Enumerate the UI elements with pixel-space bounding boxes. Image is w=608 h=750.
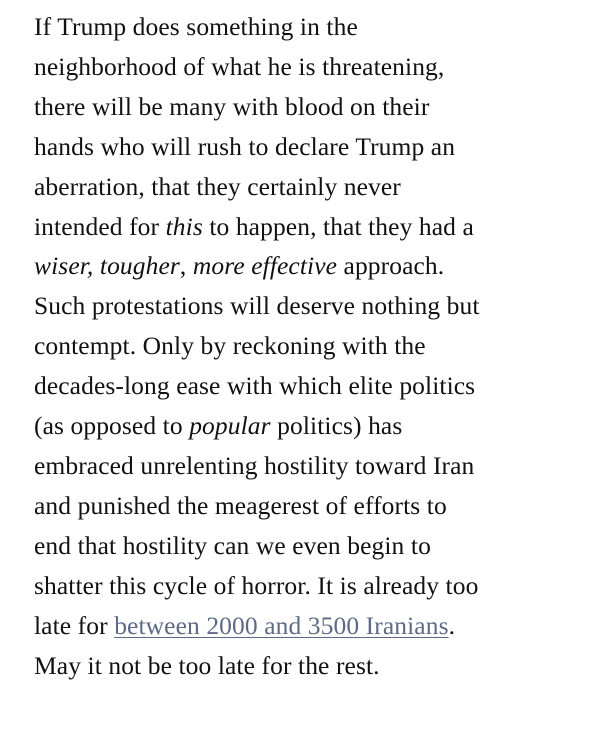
text-segment: to happen, that they had a [202,211,474,241]
emphasized-text: popular [189,411,271,441]
text-segment: late for [34,610,115,640]
text-segment: , [179,251,193,281]
text-line: contempt. Only by reckoning with the [34,331,426,361]
text-line: May it not be too late for the rest. [34,650,380,680]
text-segment: (as opposed to [34,411,190,441]
text-line: decades-long ease with which elite politics [34,371,476,401]
emphasized-text: this [165,211,203,241]
casualties-link[interactable]: between 2000 and 3500 Iranians [114,610,449,640]
text-line: end that hostility can we even begin to [34,530,431,560]
text-line: aberration, that they certainly never [34,171,401,201]
text-segment: approach. [337,251,445,281]
text-line [34,406,594,446]
text-line: and punished the meagerest of efforts to [34,490,447,520]
emphasized-text: more effective [192,251,338,281]
text-line: If Trump does something in the [34,12,358,41]
text-segment: politics) has [270,411,403,441]
text-segment: . [448,610,456,640]
text-line [34,207,594,247]
text-line: neighborhood of what he is threatening, [34,51,445,81]
text-line: there will be many with blood on their [34,91,430,121]
text-line: shatter this cycle of horror. It is already too [34,570,479,600]
text-segment: intended for [34,211,166,241]
text-line: Such protestations will deserve nothing but [34,291,480,321]
text-line [34,606,594,646]
text-line [34,246,594,286]
article-paragraph [34,7,594,685]
text-line: embraced unrelenting hostility toward Iran [34,450,475,480]
emphasized-text: wiser, tougher [34,251,180,281]
text-line: hands who will rush to declare Trump an [34,131,456,161]
